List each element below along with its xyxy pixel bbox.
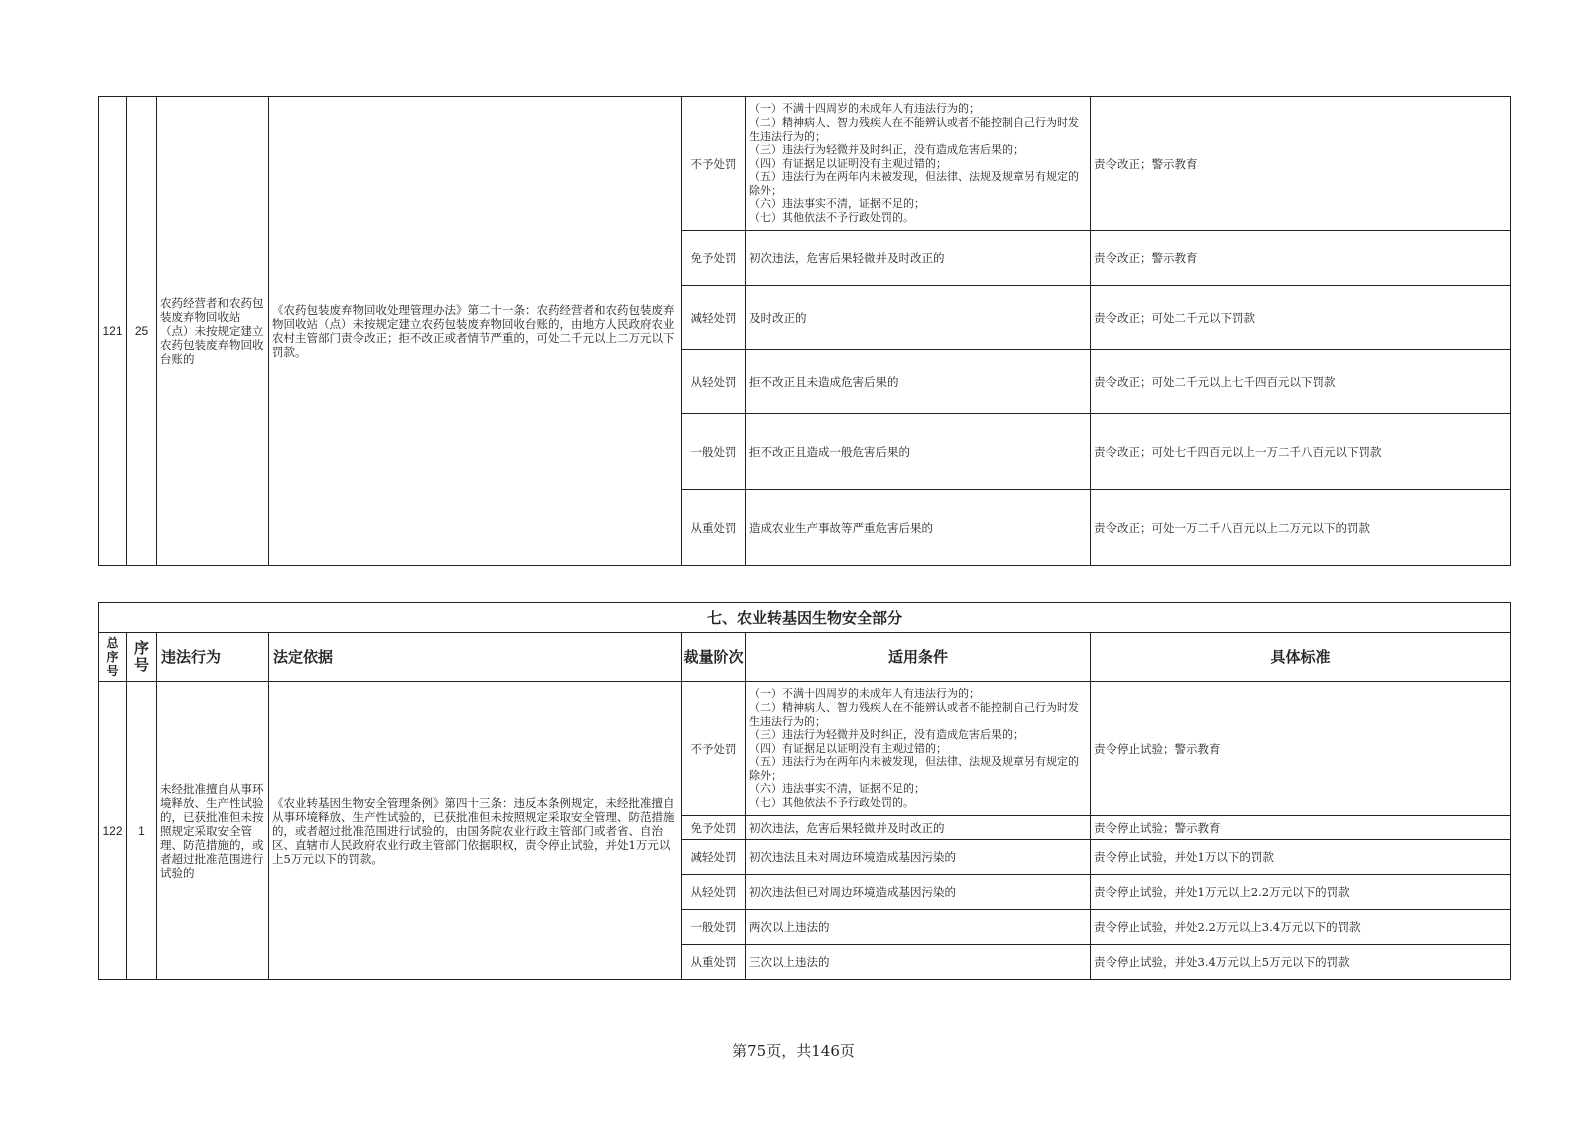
level-cell: 从重处罚 — [682, 490, 746, 566]
level-cell: 不予处罚 — [682, 682, 746, 816]
standard-cell: 责令改正；警示教育 — [1091, 231, 1511, 286]
standard-cell: 责令改正；警示教育 — [1091, 97, 1511, 231]
standard-cell: 责令停止试验，并处3.4万元以上5万元以下的罚款 — [1091, 945, 1511, 980]
section-title-row — [99, 603, 1511, 633]
condition-cell: 三次以上违法的 — [746, 945, 1091, 980]
condition-cell: （一）不满十四周岁的未成年人有违法行为的； （二）精神病人、智力残疾人在不能辨认或者不能控制自己行为时发生违法行为的； （三）违法行为轻微并及时纠正，没有造成危害后果的； （四）有证据足以证明没有主观过错的； （五）违法行为在两年内未被发现，但法律、法规及规章另有规定的除外； （六）违法事实不清，证据不足的； （七）其他依法不予行政处罚的。 — [746, 682, 1091, 816]
header-legal-basis: 法定依据 — [269, 633, 682, 682]
condition-cell: 初次违法且未对周边环境造成基因污染的 — [746, 840, 1091, 875]
standard-cell: 责令停止试验，并处2.2万元以上3.4万元以下的罚款 — [1091, 910, 1511, 945]
total-number-cell: 122 — [99, 682, 127, 980]
page-number-footer: 第75页，共146页 — [732, 1042, 855, 1060]
standard-cell: 责令停止试验；警示教育 — [1091, 816, 1511, 840]
standard-cell: 责令停止试验，并处1万元以上2.2万元以下的罚款 — [1091, 875, 1511, 910]
level-cell: 免予处罚 — [682, 816, 746, 840]
header-condition: 适用条件 — [746, 633, 1091, 682]
condition-cell: 初次违法但已对周边环境造成基因污染的 — [746, 875, 1091, 910]
sequence-number-cell: 1 — [127, 682, 157, 980]
section-title: 七、农业转基因生物安全部分 — [99, 603, 1511, 633]
level-cell: 从轻处罚 — [682, 350, 746, 414]
condition-cell: 初次违法，危害后果轻微并及时改正的 — [746, 231, 1091, 286]
penalty-table-pesticide — [98, 96, 1511, 566]
header-row — [99, 633, 1511, 682]
level-cell: 不予处罚 — [682, 97, 746, 231]
header-sequence-number — [127, 633, 157, 682]
condition-cell: 两次以上违法的 — [746, 910, 1091, 945]
level-cell: 减轻处罚 — [682, 840, 746, 875]
level-cell: 从重处罚 — [682, 945, 746, 980]
condition-cell: 造成农业生产事故等严重危害后果的 — [746, 490, 1091, 566]
condition-cell: 拒不改正且造成一般危害后果的 — [746, 414, 1091, 490]
standard-cell: 责令停止试验，并处1万以下的罚款 — [1091, 840, 1511, 875]
standard-cell: 责令改正；可处二千元以下罚款 — [1091, 286, 1511, 350]
total-number-cell: 121 — [99, 97, 127, 566]
header-level: 裁量阶次 — [682, 633, 746, 682]
level-cell: 从轻处罚 — [682, 875, 746, 910]
condition-cell: （一）不满十四周岁的未成年人有违法行为的； （二）精神病人、智力残疾人在不能辨认或者不能控制自己行为时发生违法行为的； （三）违法行为轻微并及时纠正，没有造成危害后果的； （四）有证据足以证明没有主观过错的； （五）违法行为在两年内未被发现，但法律、法规及规章另有规定的除外； （六）违法事实不清，证据不足的； （七）其他依法不予行政处罚的。 — [746, 97, 1091, 231]
standard-cell: 责令改正；可处二千元以上七千四百元以下罚款 — [1091, 350, 1511, 414]
violation-cell: 未经批准擅自从事环境释放、生产性试验的，已获批准但未按照规定采取安全管理、防范措施的，或者超过批准范围进行试验的 — [157, 682, 269, 980]
header-total-number-label: 总 序 号 — [106, 636, 119, 678]
level-cell: 减轻处罚 — [682, 286, 746, 350]
header-violation: 违法行为 — [157, 633, 269, 682]
legal-basis-cell: 《农药包装废弃物回收处理管理办法》第二十一条：农药经营者和农药包装废弃物回收站（点）未按规定建立农药包装废弃物回收台账的，由地方人民政府农业农村主管部门责令改正；拒不改正或者情节严重的，可处二千元以上二万元以下罚款。 — [269, 97, 682, 566]
header-standard: 具体标准 — [1091, 633, 1511, 682]
table-row — [99, 97, 1511, 231]
condition-cell: 拒不改正且未造成危害后果的 — [746, 350, 1091, 414]
level-cell: 一般处罚 — [682, 414, 746, 490]
table-row — [99, 682, 1511, 816]
condition-cell: 初次违法，危害后果轻微并及时改正的 — [746, 816, 1091, 840]
header-sequence-number-label: 序 号 — [133, 639, 149, 674]
level-cell: 免予处罚 — [682, 231, 746, 286]
penalty-table-gmo-safety — [98, 602, 1511, 980]
sequence-number-cell: 25 — [127, 97, 157, 566]
header-total-number — [99, 633, 127, 682]
standard-cell: 责令停止试验；警示教育 — [1091, 682, 1511, 816]
standard-cell: 责令改正；可处一万二千八百元以上二万元以下的罚款 — [1091, 490, 1511, 566]
condition-cell: 及时改正的 — [746, 286, 1091, 350]
violation-cell: 农药经营者和农药包装废弃物回收站（点）未按规定建立农药包装废弃物回收台账的 — [157, 97, 269, 566]
level-cell: 一般处罚 — [682, 910, 746, 945]
standard-cell: 责令改正；可处七千四百元以上一万二千八百元以下罚款 — [1091, 414, 1511, 490]
legal-basis-cell: 《农业转基因生物安全管理条例》第四十三条：违反本条例规定，未经批准擅自从事环境释放、生产性试验的，已获批准但未按照规定采取安全管理、防范措施的，或者超过批准范围进行试验的，由国务院农业行政主管部门或者省、自治区、直辖市人民政府农业行政主管部门依据职权，责令停止试验，并处1万元以上5万元以下的罚款。 — [269, 682, 682, 980]
